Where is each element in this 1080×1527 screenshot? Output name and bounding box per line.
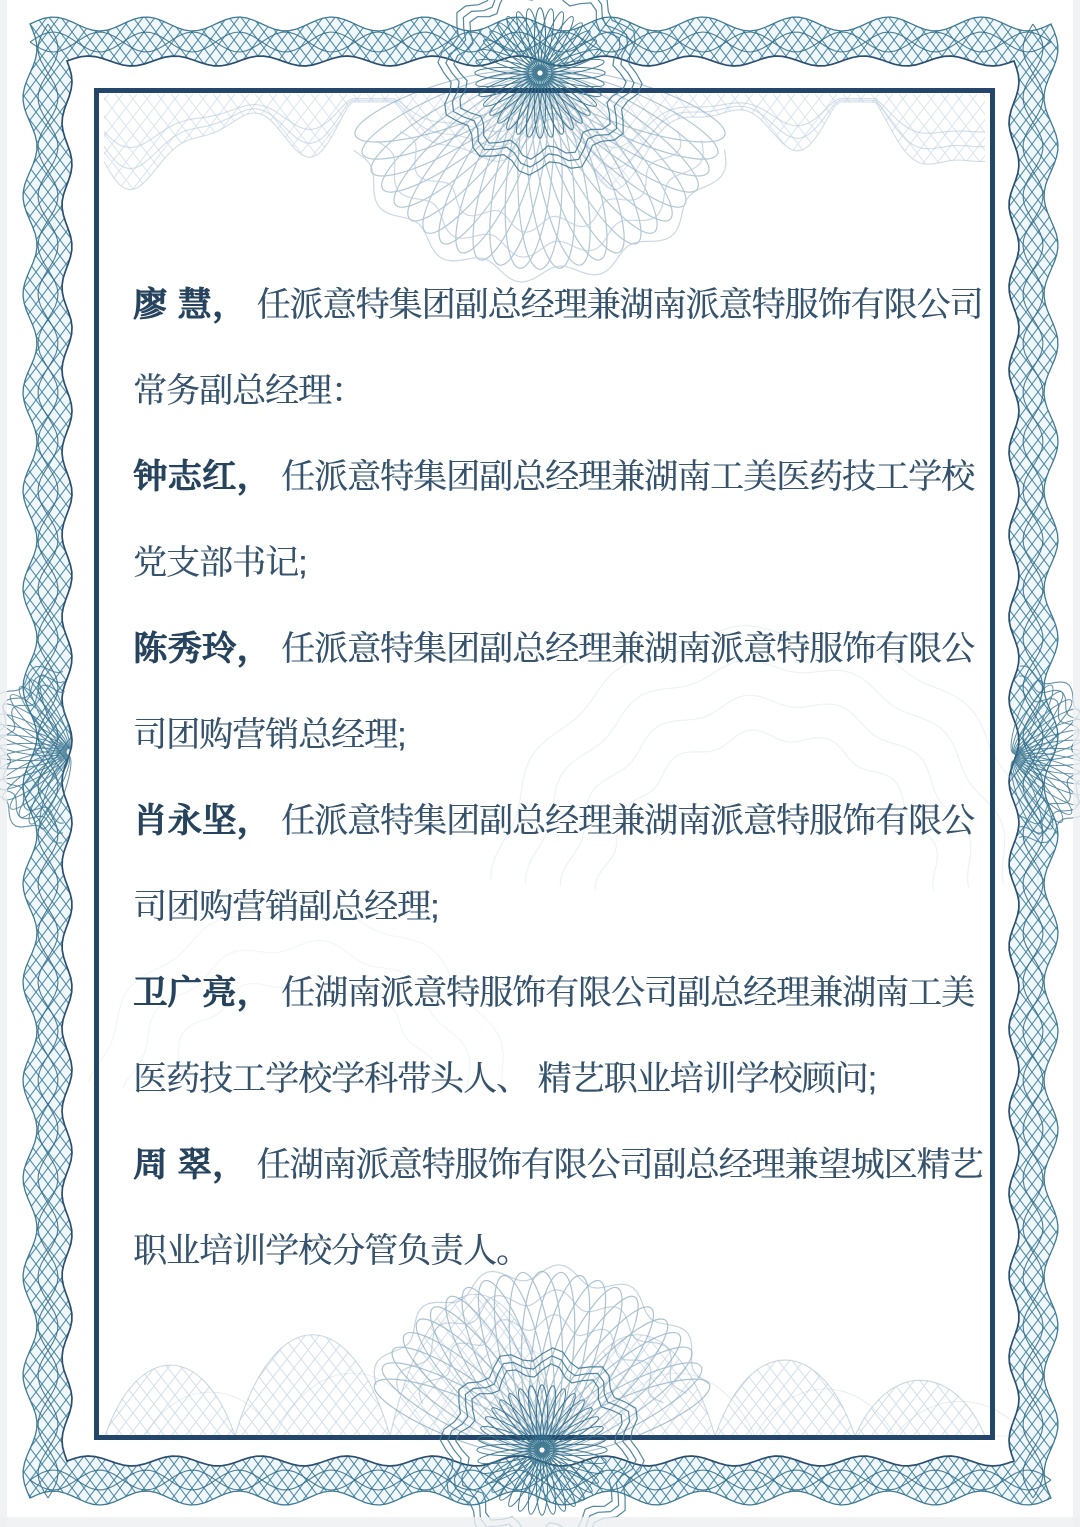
appointment-entry — [133, 950, 983, 1122]
appointment-line — [133, 950, 983, 1036]
appointment-text: 医药技工学校学科带头人、 精艺职业培训学校顾问; — [133, 1060, 876, 1098]
appointment-line — [133, 692, 983, 778]
appointment-text: 任派意特集团副总经理兼湖南派意特服饰有限公 — [281, 802, 974, 840]
appointment-line — [133, 1208, 983, 1294]
appointment-text: 司团购营销总经理; — [133, 716, 406, 754]
appointment-line — [133, 606, 983, 692]
appointment-entry — [133, 262, 983, 434]
appointment-line — [133, 1036, 983, 1122]
appointment-text: 任湖南派意特服饰有限公司副总经理兼望城区精艺 — [256, 1146, 983, 1184]
person-name: 卫广亮， — [133, 974, 271, 1012]
appointment-line — [133, 434, 983, 520]
appointment-text: 司团购营销副总经理; — [133, 888, 439, 926]
appointment-text: 任派意特集团副总经理兼湖南工美医药技工学校 — [281, 458, 974, 496]
person-name: 陈秀玲， — [133, 630, 271, 668]
appointment-line — [133, 778, 983, 864]
person-name: 廖 慧， — [133, 286, 247, 324]
appointment-entry — [133, 1122, 983, 1294]
person-name: 肖永坚， — [133, 802, 271, 840]
certificate-body — [133, 262, 983, 1294]
appointment-line — [133, 864, 983, 950]
appointment-text: 任派意特集团副总经理兼湖南派意特服饰有限公司 — [256, 286, 983, 324]
appointment-text: 常务副总经理： — [133, 372, 364, 410]
appointment-line — [133, 1122, 983, 1208]
appointment-line — [133, 520, 983, 606]
appointment-text: 职业培训学校分管负责人。 — [133, 1232, 529, 1270]
appointment-text: 任湖南派意特服饰有限公司副总经理兼湖南工美 — [281, 974, 974, 1012]
appointment-text: 任派意特集团副总经理兼湖南派意特服饰有限公 — [281, 630, 974, 668]
appointment-line — [133, 262, 983, 348]
person-name: 周 翠， — [133, 1146, 247, 1184]
appointment-text: 党支部书记; — [133, 544, 307, 582]
appointment-entry — [133, 606, 983, 778]
appointment-line — [133, 348, 983, 434]
appointment-entry — [133, 434, 983, 606]
person-name: 钟志红， — [133, 458, 271, 496]
appointment-entry — [133, 778, 983, 950]
